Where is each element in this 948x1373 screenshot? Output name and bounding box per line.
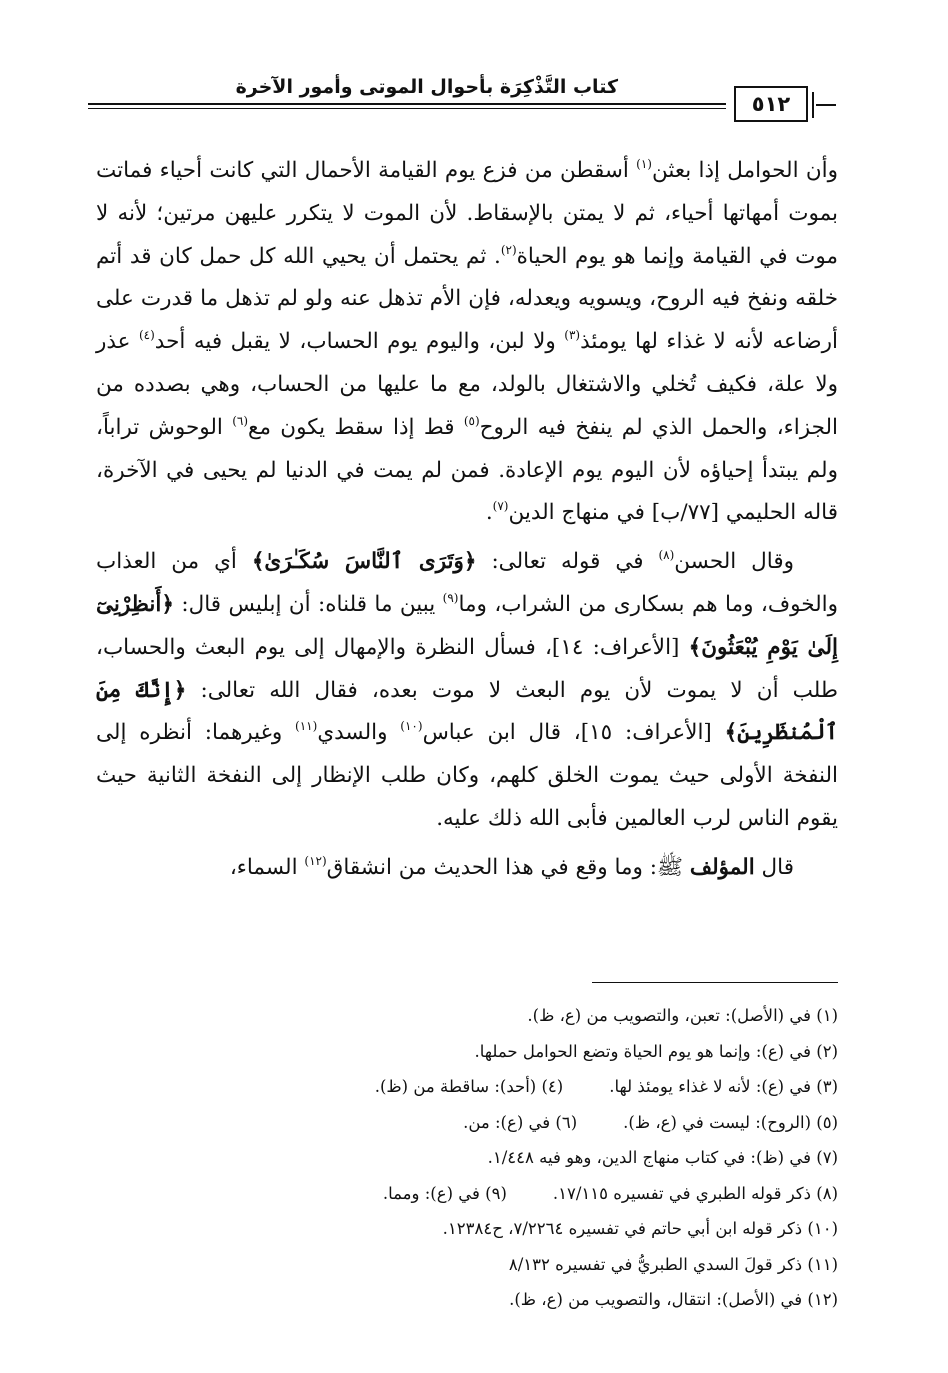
footnote-ref: (٤) — [138, 328, 155, 343]
footnote: (١٢) في (الأصل): انتقال، والتصويب من (ع، ظ). — [509, 1290, 838, 1309]
quran-verse: ﴿إِنَّكَ مِنَ ٱلْمُنظَرِينَ﴾ — [96, 677, 838, 746]
text-segment: والسدي — [317, 720, 401, 746]
footnote-ref: (٩) — [442, 590, 459, 605]
text-segment: . — [485, 500, 493, 526]
footnote-line — [96, 1211, 838, 1247]
footnote: (٥) (الروح): ليست في (ع، ظ). — [623, 1112, 838, 1132]
footnote-ref: (١٢) — [304, 853, 327, 868]
footnote-ref: (٣) — [564, 328, 581, 343]
quran-verse: ﴿وَتَرَى ٱلنَّاسَ سُكَـٰرَىٰ﴾ — [251, 549, 477, 575]
footnote-ref: (٦) — [232, 413, 249, 428]
bold-text: المؤلف — [689, 854, 755, 880]
text-segment: [الأعراف: ١٤]، فسأل النظرة والإمهال إلى يوم البعث والحساب، طلب أن لا يموت لأن يوم البعث لا موت بعده، فقال الله تعالى: — [96, 634, 838, 703]
footnote: (١٠) ذكر قوله ابن أبي حاتم في تفسيره ٧/٢٢٦٤، ح١٢٣٨٤. — [442, 1219, 838, 1238]
header-rule — [88, 103, 726, 105]
paragraph — [96, 541, 838, 841]
footnote-ref: (١١) — [295, 719, 318, 734]
footnote-line — [96, 1140, 838, 1176]
text-segment: قال — [754, 854, 794, 880]
text-segment: قط إذا سقط يكون مع — [248, 414, 464, 440]
text-segment: . ثم يحتمل أن يحيي الله كل حمل كان قد أتم خلقه ونفخ فيه الروح، ويسويه ويعدله، فإن الأم تذهل عنه ولو لم تذهل ما قدرت على أرضاعه لأنه لا غذاء لها يومئذ — [96, 243, 838, 355]
text-segment: في قوله تعالى: — [476, 549, 659, 575]
paragraph — [96, 150, 838, 535]
footnote-line — [96, 1069, 838, 1105]
footnote-line — [96, 998, 838, 1034]
footnote-ref: (٧) — [492, 499, 509, 514]
text-segment: ولا لبن، واليوم يوم الحساب، لا يقبل فيه أحد — [154, 329, 565, 355]
text-segment: وأن الحوامل إذا بعثن — [651, 158, 838, 183]
text-segment: الوحوش تراباً، ولم يبتدأ إحياؤه لأن اليوم يوم الإعادة. فمن لم يمت في الدنيا لم يحيى في الآخرة، قاله الحليمي [٧٧/ب] في منهاج الدين — [96, 414, 838, 526]
footnote-line — [96, 1176, 838, 1212]
footnote-line — [96, 1105, 838, 1141]
text-segment: السماء، — [229, 854, 305, 880]
main-text — [96, 150, 838, 896]
footnote: (٧) في (ظ): في كتاب منهاج الدين، وهو فيه ١/٤٤٨. — [487, 1148, 838, 1167]
text-segment: يبين ما قلناه: أن إبليس قال: — [173, 591, 443, 617]
text-segment: وقال الحسن — [674, 549, 794, 575]
running-title: كتاب التَّذْكِرَة بأحوال الموتى وأمور الآخرة — [235, 76, 618, 98]
footnote: (٨) ذكر قوله الطبري في تفسيره ١٧/١١٥. — [552, 1183, 838, 1203]
header-rule-thin — [88, 108, 726, 109]
footnote-ref: (٨) — [658, 548, 675, 563]
paragraph — [96, 847, 838, 890]
footnote-line — [96, 1247, 838, 1283]
footnote: (٦) في (ع): من. — [463, 1112, 578, 1132]
footnote: (٩) في (ع): ومما. — [382, 1183, 507, 1203]
footnote-ref: (١) — [636, 157, 652, 171]
footnote-ref: (٢) — [500, 242, 517, 257]
footnote: (٢) في (ع): وإنما هو يوم الحياة وتضع الحوامل حملها. — [474, 1041, 838, 1061]
quran-verse: ﴿أَنظِرْنِىٓ إِلَىٰ يَوْمِ يُبْعَثُونَ﴾ — [96, 591, 838, 660]
footnote-line — [96, 1034, 838, 1070]
page-header — [88, 70, 836, 126]
footnote-ref: (١٠) — [400, 719, 423, 734]
page-number: ٥١٢ — [734, 86, 808, 122]
footnote: (١١) ذكر قولَ السدي الطبريُّ في تفسيره ٨/١٣٢ — [508, 1254, 838, 1274]
text-segment: [الأعراف: ١٥]، قال ابن عباس — [422, 720, 725, 746]
text-segment: أسقطن من فزع يوم القيامة الأحمال التي كانت أحياء فماتت بموت أمهاتها أحياء، ثم لا يمتن بالإسقاط. لأن الموت لا يتكرر عليهن مرتين؛ لأنه لا موت في القيامة وإنما هو يوم الحياة — [96, 158, 838, 269]
footnote-ref: (٥) — [463, 413, 480, 428]
text-segment: عذر ولا علة، فكيف تُخلي والاشتغال بالولد، مع ما عليها من الحساب، وهي بصدده من الجزاء، والحمل الذي لم ينفخ فيه الروح — [96, 329, 838, 440]
text-segment: أي من العذاب والخوف، وما هم بسكارى من الشراب، وما — [96, 549, 838, 617]
text-segment: وغيرهما: أنظره إلى النفخة الأولى حيث يموت الخلق كلهم، وكان طلب الإنظار إلى النفخة الثانية حيث يقوم الناس لرب العالمين فأبى الله ذلك عليه. — [96, 720, 838, 831]
footnotes — [96, 998, 838, 1318]
footnote: (١) في (الأصل): تعبن، والتصويب من (ع، ظ). — [527, 1006, 838, 1025]
footnote-separator — [592, 982, 838, 983]
footnote: (٣) في (ع): لأنه لا غذاء يومئذ لها. — [609, 1077, 838, 1096]
footnote: (٤) (أحد): ساقطة من (ظ). — [374, 1077, 564, 1096]
footnote-line — [96, 1282, 838, 1318]
text-segment: ﷺ: وما وقع في هذا الحديث من انشقاق — [326, 854, 690, 880]
